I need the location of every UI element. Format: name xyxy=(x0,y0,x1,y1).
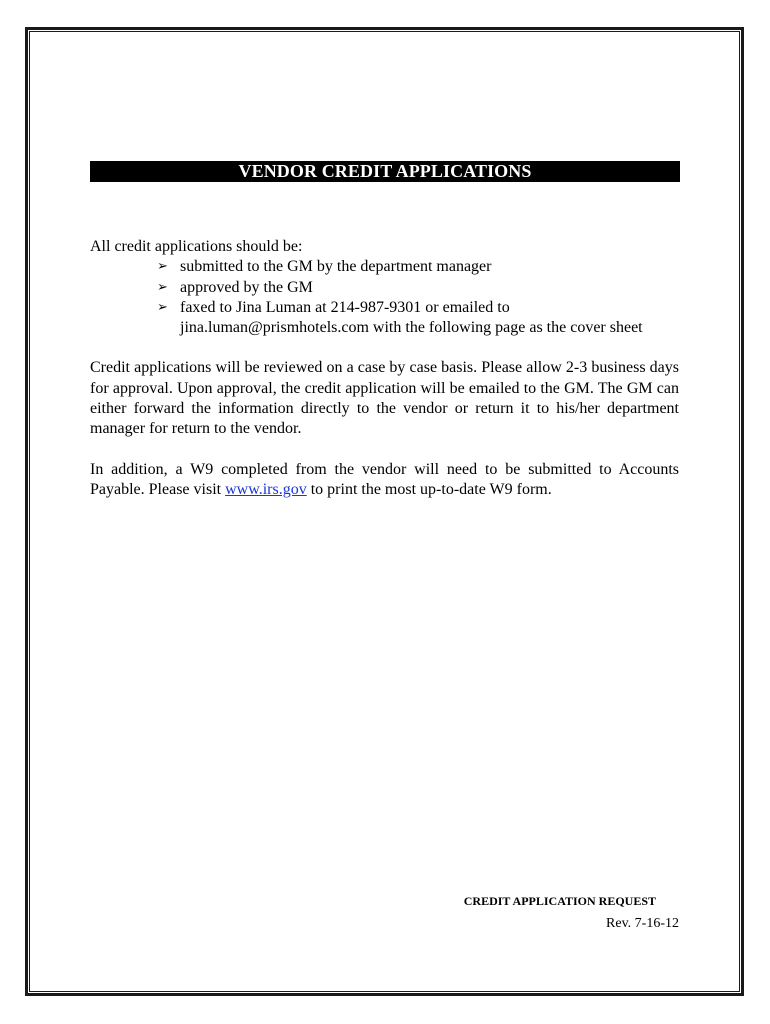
arrow-bullet-icon: ➢ xyxy=(157,299,168,315)
list-item-text: faxed to Jina Luman at 214-987-9301 or emailed to jina.luman@prismhotels.com with the following page as the cover sheet xyxy=(180,298,643,337)
list-item xyxy=(157,257,679,277)
w9-paragraph xyxy=(90,460,679,501)
arrow-bullet-icon: ➢ xyxy=(157,279,168,295)
list-item-text: submitted to the GM by the department manager xyxy=(180,258,492,276)
footer-form-title: CREDIT APPLICATION REQUEST xyxy=(463,894,656,908)
list-item-text: approved by the GM xyxy=(180,278,313,296)
list-item xyxy=(157,298,679,339)
requirements-list xyxy=(90,257,679,338)
list-item xyxy=(157,278,679,298)
document-title: VENDOR CREDIT APPLICATIONS xyxy=(90,161,680,182)
w9-text-before-link: In addition, a W9 completed from the vendor will need to be submitted to Accounts Payable. Please visit xyxy=(90,460,679,498)
w9-text-after-link: to print the most up-to-date W9 form. xyxy=(306,480,552,498)
review-paragraph: Credit applications will be reviewed on a case by case basis. Please allow 2-3 business days for approval. Upon approval, the credit application will be emailed to the GM. The GM can either forward the information directly to the vendor or return it to his/her department manager for return to the vendor. xyxy=(90,359,679,438)
irs-link[interactable]: www.irs.gov xyxy=(225,480,307,498)
arrow-bullet-icon: ➢ xyxy=(157,259,168,275)
document-body xyxy=(90,237,679,500)
footer-revision: Rev. 7-16-12 xyxy=(606,916,679,931)
intro-text: All credit applications should be: xyxy=(90,238,303,255)
